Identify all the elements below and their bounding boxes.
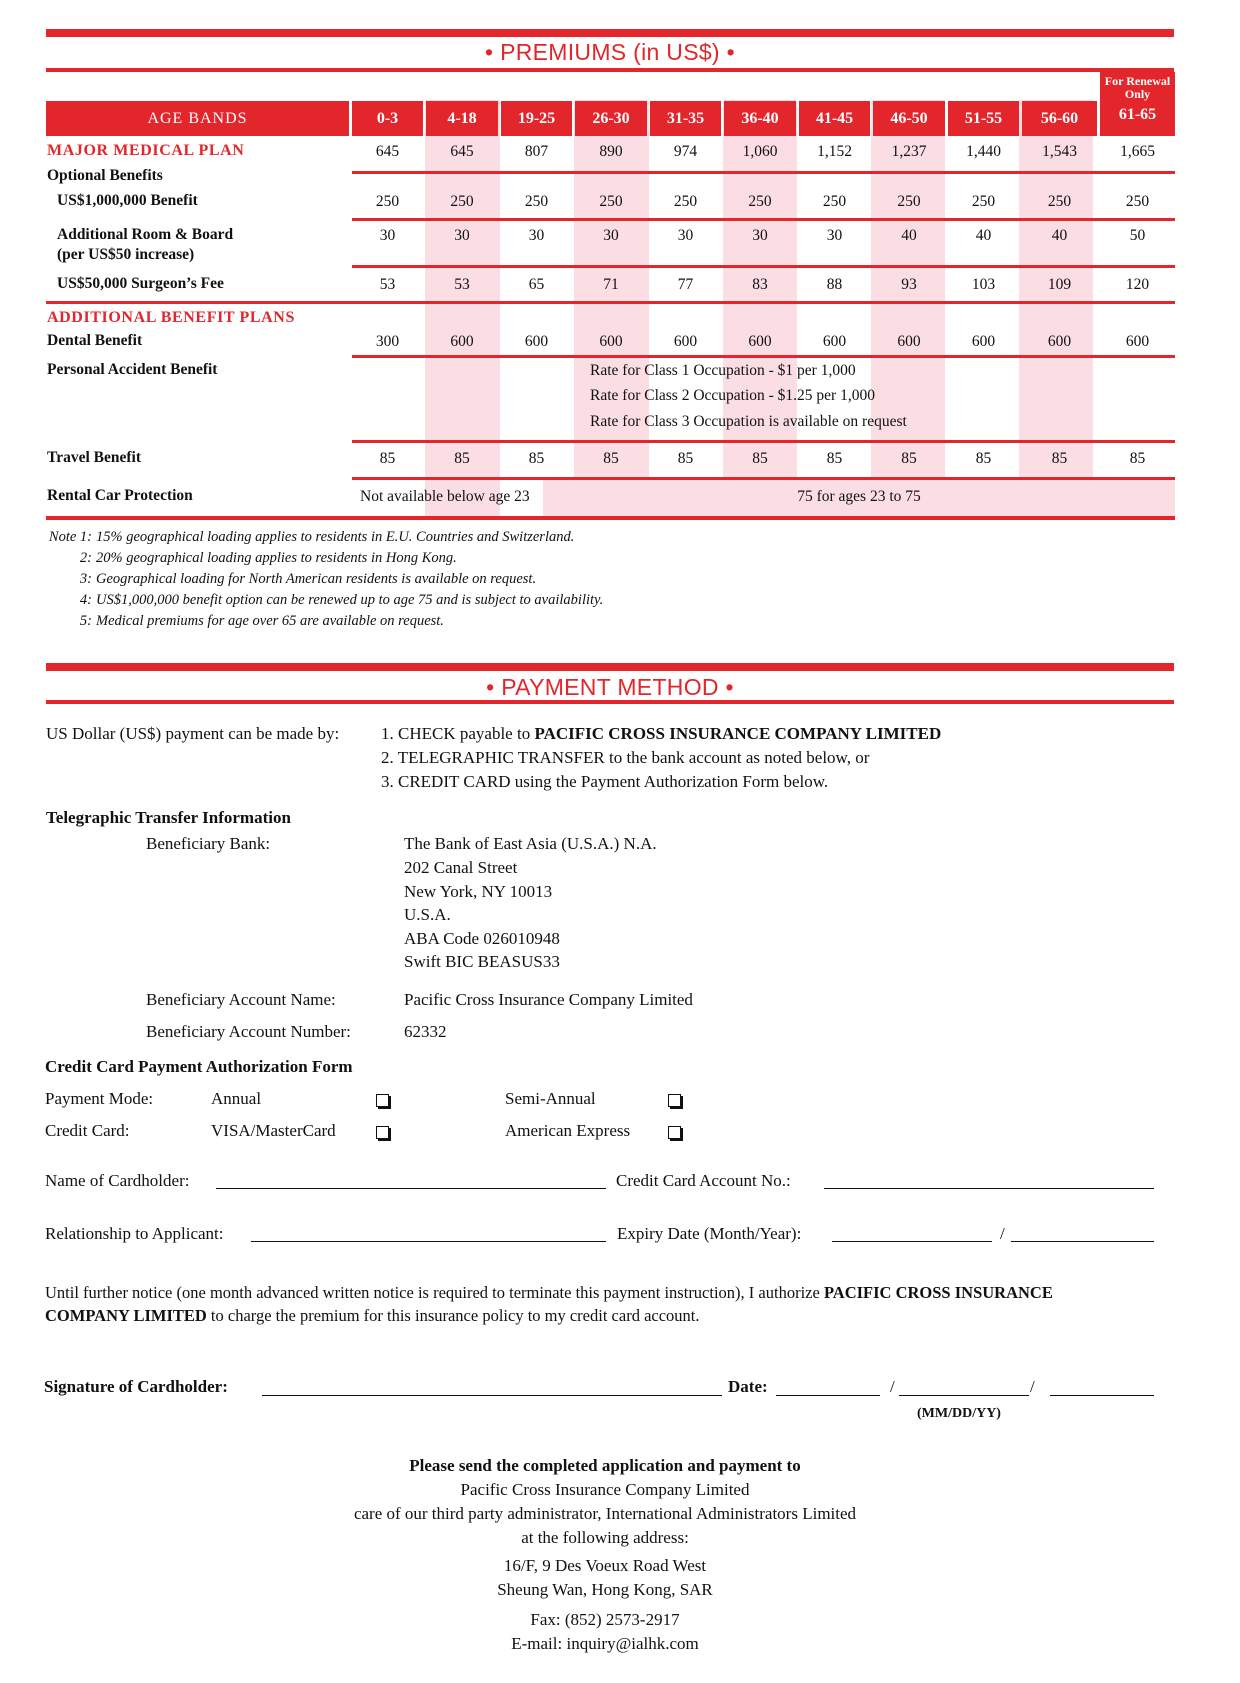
account-number: 62332	[404, 1022, 447, 1041]
cell: 250	[450, 193, 474, 210]
amex-label: American Express	[505, 1121, 631, 1140]
cell: 974	[673, 143, 698, 160]
bank-line: ABA Code 026010948	[404, 929, 560, 948]
premiums-banner-top-rule	[46, 29, 1174, 37]
bank-line: U.S.A.	[404, 905, 451, 924]
send-to-line: at the following address:	[521, 1528, 689, 1547]
payment-intro: US Dollar (US$) payment can be made by:	[46, 724, 340, 743]
authorization-text-line2: COMPANY LIMITED to charge the premium for this insurance policy to my credit card account.	[45, 1306, 700, 1325]
cell: 600	[673, 333, 698, 350]
table-bottom-rule	[46, 516, 1175, 520]
cell: 53	[379, 276, 396, 293]
cell: 600	[599, 333, 623, 350]
payment-mode-label: Payment Mode:	[45, 1089, 154, 1108]
cell: 600	[524, 333, 549, 350]
cell: 77	[677, 276, 694, 293]
cell: 600	[822, 333, 847, 350]
cell: 1,237	[891, 143, 927, 160]
date-year-field[interactable]	[1050, 1395, 1154, 1396]
relationship-label: Relationship to Applicant:	[45, 1224, 224, 1243]
renewal-note: For Renewal Only	[1104, 74, 1171, 101]
note-item: 2: 20% geographical loading applies to residents in Hong Kong.	[79, 550, 457, 566]
cc-form-heading: Credit Card Payment Authorization Form	[45, 1057, 353, 1076]
expiry-month-field[interactable]	[832, 1241, 992, 1242]
premiums-title: • PREMIUMS (in US$) •	[485, 39, 735, 65]
cell: 120	[1125, 276, 1150, 293]
email: E-mail: inquiry@ialhk.com	[511, 1634, 699, 1653]
amex-checkbox[interactable]	[668, 1126, 681, 1139]
account-name-label: Beneficiary Account Name:	[146, 990, 336, 1009]
fax: Fax: (852) 2573-2917	[530, 1610, 680, 1629]
account-name: Pacific Cross Insurance Company Limited	[404, 990, 693, 1009]
expiry-year-field[interactable]	[1011, 1241, 1154, 1242]
cell: 250	[1125, 193, 1150, 210]
age-band-header: 0-3	[352, 101, 423, 136]
renewal-age-band-header	[1100, 72, 1175, 136]
cell: 40	[975, 227, 992, 244]
premiums-banner-bottom-rule	[46, 68, 1174, 72]
cell: 600	[897, 333, 921, 350]
section-divider	[46, 301, 1175, 304]
cell: 250	[673, 193, 698, 210]
date-slash: /	[1030, 1377, 1035, 1396]
cell: 600	[450, 333, 474, 350]
visa-mastercard-checkbox[interactable]	[376, 1126, 389, 1139]
annual-checkbox[interactable]	[376, 1094, 389, 1107]
date-label: Date:	[728, 1377, 768, 1396]
cell: 807	[524, 143, 549, 160]
major-medical-label: MAJOR MEDICAL PLAN	[47, 142, 245, 159]
cell: 71	[603, 276, 619, 293]
expiry-slash: /	[1000, 1224, 1005, 1243]
row-divider	[352, 477, 1175, 480]
bank-line: New York, NY 10013	[404, 882, 553, 901]
account-no-label: Credit Card Account No.:	[616, 1171, 791, 1190]
cell: 83	[752, 276, 768, 293]
semi-annual-label: Semi-Annual	[505, 1089, 596, 1108]
cell: 85	[677, 450, 694, 467]
cell: 85	[826, 450, 843, 467]
row-divider	[352, 440, 1175, 443]
row-divider	[352, 265, 1175, 268]
age-band-header: 41-45	[799, 101, 870, 136]
rental-car-below-23: Not available below age 23	[360, 488, 530, 505]
cell: 85	[901, 450, 917, 467]
cell: 50	[1129, 227, 1146, 244]
cell: 85	[1129, 450, 1146, 467]
surgeon-fee-label: US$50,000 Surgeon’s Fee	[57, 275, 224, 292]
date-format-hint: (MM/DD/YY)	[917, 1406, 1001, 1421]
cell: 30	[603, 227, 619, 244]
date-slash: /	[890, 1377, 895, 1396]
cardholder-name-label: Name of Cardholder:	[45, 1171, 190, 1190]
pa-rate-line: Rate for Class 1 Occupation - $1 per 1,000	[590, 362, 856, 379]
cell: 40	[1051, 227, 1068, 244]
age-band-header: 61-65	[1118, 106, 1157, 123]
send-to-line: Pacific Cross Insurance Company Limited	[460, 1480, 750, 1499]
date-day-field[interactable]	[899, 1395, 1029, 1396]
date-month-field[interactable]	[776, 1395, 880, 1396]
cell: 85	[379, 450, 396, 467]
note-item: 4: US$1,000,000 benefit option can be renewed up to age 75 and is subject to availability.	[79, 592, 604, 608]
relationship-field[interactable]	[251, 1241, 606, 1242]
cell: 250	[971, 193, 996, 210]
cell: 85	[975, 450, 992, 467]
semi-annual-checkbox[interactable]	[668, 1094, 681, 1107]
dental-label: Dental Benefit	[47, 332, 143, 349]
cell: 250	[822, 193, 847, 210]
additional-benefit-plans-label: ADDITIONAL BENEFIT PLANS	[47, 309, 295, 326]
cell: 88	[826, 276, 843, 293]
cell: 1,440	[966, 143, 1001, 160]
authorization-text-line1: Until further notice (one month advanced written notice is required to terminate this payment instruction), I authorize PACIFIC CROSS INSURANCE	[45, 1283, 1053, 1302]
cell: 1,665	[1120, 143, 1155, 160]
cell: 600	[748, 333, 772, 350]
signature-label: Signature of Cardholder:	[44, 1377, 228, 1396]
cell: 1,152	[817, 143, 852, 160]
cell: 30	[752, 227, 768, 244]
note-item: Note 1: 15% geographical loading applies to residents in E.U. Countries and Switzerland.	[48, 529, 575, 545]
cell: 30	[454, 227, 470, 244]
cell: 85	[752, 450, 768, 467]
send-to-heading: Please send the completed application and payment to	[409, 1456, 801, 1475]
cell: 250	[524, 193, 549, 210]
million-benefit-label: US$1,000,000 Benefit	[57, 192, 198, 209]
age-band-header: 51-55	[948, 101, 1019, 136]
bank-line: Swift BIC BEASUS33	[404, 952, 560, 971]
row-divider	[352, 218, 1175, 221]
room-board-label: Additional Room & Board	[57, 226, 234, 243]
rental-car-label: Rental Car Protection	[47, 487, 193, 504]
age-band-header: 26-30	[575, 101, 647, 136]
cell: 30	[379, 227, 396, 244]
cell: 109	[1047, 276, 1072, 293]
pa-rate-line: Rate for Class 2 Occupation - $1.25 per 1,000	[590, 387, 875, 404]
personal-accident-label: Personal Accident Benefit	[47, 361, 218, 378]
expiry-label: Expiry Date (Month/Year):	[617, 1224, 802, 1243]
note-item: 5: Medical premiums for age over 65 are available on request.	[79, 613, 444, 629]
room-board-sublabel: (per US$50 increase)	[57, 246, 195, 263]
cell: 250	[375, 193, 400, 210]
annual-label: Annual	[211, 1089, 262, 1108]
address-line: Sheung Wan, Hong Kong, SAR	[497, 1580, 713, 1599]
cell: 250	[748, 193, 772, 210]
cell: 85	[454, 450, 470, 467]
visa-mastercard-label: VISA/MasterCard	[211, 1121, 336, 1140]
tt-heading: Telegraphic Transfer Information	[46, 808, 291, 827]
bank-line: 202 Canal Street	[404, 858, 518, 877]
age-band-header: 36-40	[724, 101, 796, 136]
cardholder-name-field[interactable]	[216, 1188, 606, 1189]
note-item: 3: Geographical loading for North American residents is available on request.	[79, 571, 537, 587]
age-band-header: 56-60	[1022, 101, 1097, 136]
payment-banner-bottom-rule	[46, 700, 1174, 704]
cell: 250	[1047, 193, 1072, 210]
cell: 645	[450, 143, 474, 160]
cell: 600	[971, 333, 996, 350]
row-divider	[352, 171, 1175, 174]
payment-title: • PAYMENT METHOD •	[486, 674, 734, 700]
optional-benefits-label: Optional Benefits	[47, 167, 163, 184]
rental-car-23-75: 75 for ages 23 to 75	[797, 488, 921, 505]
cell: 93	[901, 276, 917, 293]
signature-field[interactable]	[262, 1395, 722, 1396]
cell: 1,060	[742, 143, 778, 160]
account-no-field[interactable]	[824, 1188, 1154, 1189]
cell: 300	[375, 333, 400, 350]
payment-option-1: 1. CHECK payable to PACIFIC CROSS INSURANCE COMPANY LIMITED	[381, 724, 942, 743]
premium-notes	[46, 527, 603, 632]
age-bands-header: AGE BANDS	[46, 101, 349, 136]
cell: 40	[901, 227, 917, 244]
bank-line: The Bank of East Asia (U.S.A.) N.A.	[404, 834, 657, 853]
cell: 250	[897, 193, 921, 210]
payment-option-2: 2. TELEGRAPHIC TRANSFER to the bank account as noted below, or	[381, 748, 870, 767]
cell: 53	[454, 276, 470, 293]
payment-option-3: 3. CREDIT CARD using the Payment Authorization Form below.	[381, 772, 829, 791]
age-band-header: 31-35	[650, 101, 721, 136]
cell: 30	[677, 227, 694, 244]
cell: 85	[603, 450, 619, 467]
cell: 600	[1047, 333, 1072, 350]
cell: 65	[528, 276, 545, 293]
cell: 85	[528, 450, 545, 467]
address-line: 16/F, 9 Des Voeux Road West	[503, 1556, 707, 1575]
row-divider	[352, 355, 1175, 358]
cell: 250	[599, 193, 623, 210]
cell: 645	[375, 143, 400, 160]
cell: 30	[528, 227, 545, 244]
send-to-line: care of our third party administrator, International Administrators Limited	[353, 1504, 857, 1523]
cell: 103	[971, 276, 996, 293]
cell: 1,543	[1042, 143, 1077, 160]
credit-card-label: Credit Card:	[45, 1121, 130, 1140]
payment-banner-top-rule	[46, 663, 1174, 671]
beneficiary-bank-label: Beneficiary Bank:	[146, 834, 271, 853]
age-band-header: 19-25	[501, 101, 572, 136]
travel-label: Travel Benefit	[47, 449, 141, 466]
cell: 890	[599, 143, 623, 160]
age-band-header: 4-18	[426, 101, 498, 136]
pa-rate-line: Rate for Class 3 Occupation is available on request	[590, 413, 907, 430]
cell: 600	[1125, 333, 1150, 350]
cell: 85	[1051, 450, 1068, 467]
account-number-label: Beneficiary Account Number:	[146, 1022, 351, 1041]
age-band-header: 46-50	[873, 101, 945, 136]
cell: 30	[826, 227, 843, 244]
